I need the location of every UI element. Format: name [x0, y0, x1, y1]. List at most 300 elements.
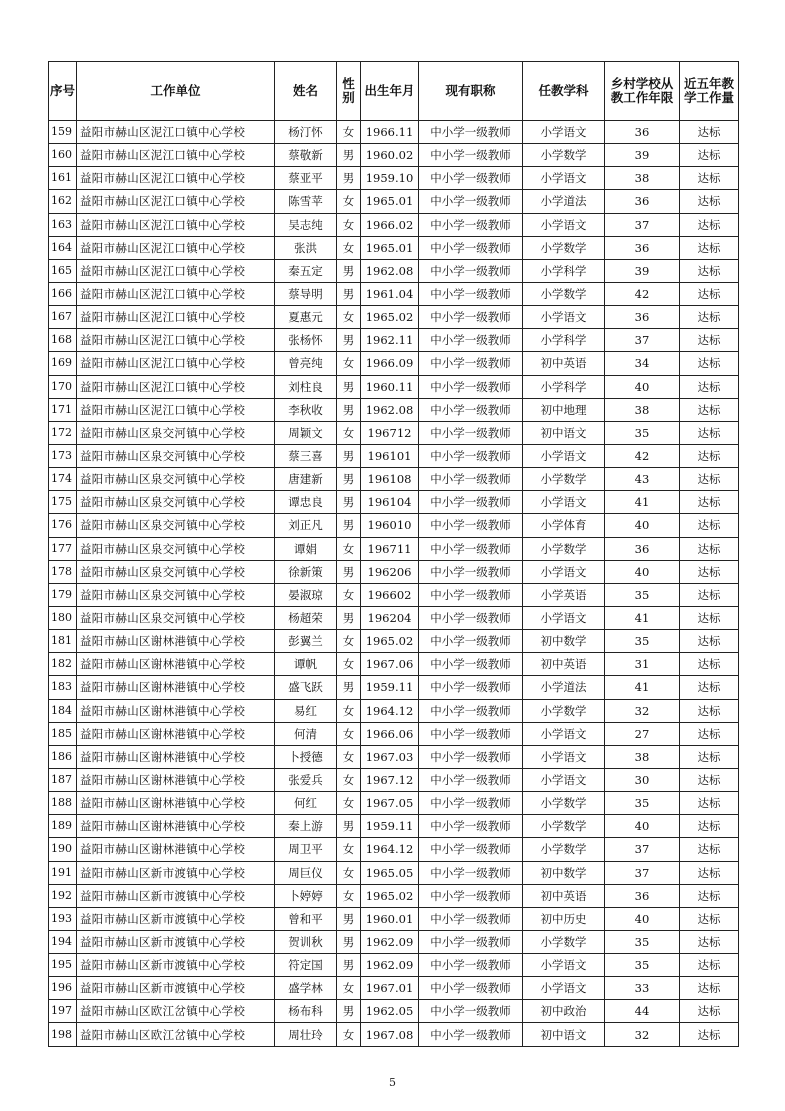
cell-no: 177 [49, 537, 77, 560]
cell-title: 中小学一级教师 [419, 1023, 523, 1046]
cell-birth: 1965.01 [361, 236, 419, 259]
cell-workload: 达标 [680, 537, 739, 560]
cell-title: 中小学一级教师 [419, 144, 523, 167]
cell-title: 中小学一级教师 [419, 190, 523, 213]
cell-title: 中小学一级教师 [419, 861, 523, 884]
cell-title: 中小学一级教师 [419, 259, 523, 282]
cell-workload: 达标 [680, 444, 739, 467]
cell-workload: 达标 [680, 213, 739, 236]
cell-gender: 男 [337, 954, 361, 977]
cell-gender: 男 [337, 514, 361, 537]
cell-subject: 小学语文 [523, 491, 605, 514]
cell-no: 184 [49, 699, 77, 722]
cell-unit: 益阳市赫山区新市渡镇中心学校 [77, 884, 275, 907]
cell-subject: 小学数学 [523, 236, 605, 259]
cell-unit: 益阳市赫山区谢林港镇中心学校 [77, 792, 275, 815]
table-row [49, 954, 739, 977]
cell-unit: 益阳市赫山区新市渡镇中心学校 [77, 977, 275, 1000]
table-row [49, 745, 739, 768]
cell-name: 盛飞跃 [275, 676, 337, 699]
cell-unit: 益阳市赫山区谢林港镇中心学校 [77, 745, 275, 768]
cell-gender: 女 [337, 421, 361, 444]
cell-unit: 益阳市赫山区泥江口镇中心学校 [77, 144, 275, 167]
cell-title: 中小学一级教师 [419, 491, 523, 514]
cell-workload: 达标 [680, 954, 739, 977]
cell-unit: 益阳市赫山区谢林港镇中心学校 [77, 699, 275, 722]
cell-workload: 达标 [680, 722, 739, 745]
cell-title: 中小学一级教师 [419, 537, 523, 560]
cell-birth: 196101 [361, 444, 419, 467]
cell-subject: 初中数学 [523, 861, 605, 884]
cell-years: 42 [605, 282, 680, 305]
cell-name: 杨布科 [275, 1000, 337, 1023]
cell-birth: 1967.01 [361, 977, 419, 1000]
cell-workload: 达标 [680, 282, 739, 305]
cell-no: 179 [49, 583, 77, 606]
cell-gender: 男 [337, 491, 361, 514]
cell-birth: 196010 [361, 514, 419, 537]
cell-workload: 达标 [680, 421, 739, 444]
cell-gender: 女 [337, 537, 361, 560]
cell-unit: 益阳市赫山区谢林港镇中心学校 [77, 815, 275, 838]
table-row [49, 144, 739, 167]
cell-no: 166 [49, 282, 77, 305]
cell-no: 194 [49, 930, 77, 953]
cell-title: 中小学一级教师 [419, 606, 523, 629]
cell-years: 36 [605, 884, 680, 907]
cell-workload: 达标 [680, 1000, 739, 1023]
cell-unit: 益阳市赫山区新市渡镇中心学校 [77, 930, 275, 953]
cell-gender: 男 [337, 282, 361, 305]
cell-workload: 达标 [680, 329, 739, 352]
cell-gender: 男 [337, 144, 361, 167]
cell-no: 187 [49, 768, 77, 791]
cell-title: 中小学一级教师 [419, 213, 523, 236]
table-row [49, 861, 739, 884]
cell-subject: 小学数学 [523, 930, 605, 953]
cell-years: 38 [605, 398, 680, 421]
cell-no: 193 [49, 907, 77, 930]
table-row [49, 306, 739, 329]
cell-no: 163 [49, 213, 77, 236]
cell-name: 晏淑琼 [275, 583, 337, 606]
cell-title: 中小学一级教师 [419, 121, 523, 144]
cell-title: 中小学一级教师 [419, 745, 523, 768]
cell-name: 蔡三喜 [275, 444, 337, 467]
cell-birth: 1966.09 [361, 352, 419, 375]
cell-birth: 1962.05 [361, 1000, 419, 1023]
cell-subject: 初中英语 [523, 352, 605, 375]
cell-name: 夏惠元 [275, 306, 337, 329]
cell-workload: 达标 [680, 838, 739, 861]
cell-birth: 196206 [361, 560, 419, 583]
cell-subject: 小学语文 [523, 560, 605, 583]
cell-subject: 小学语文 [523, 745, 605, 768]
cell-gender: 男 [337, 468, 361, 491]
cell-gender: 男 [337, 444, 361, 467]
table-row [49, 352, 739, 375]
cell-title: 中小学一级教师 [419, 306, 523, 329]
cell-birth: 196108 [361, 468, 419, 491]
cell-no: 159 [49, 121, 77, 144]
cell-birth: 1962.08 [361, 398, 419, 421]
cell-no: 189 [49, 815, 77, 838]
cell-workload: 达标 [680, 375, 739, 398]
cell-no: 171 [49, 398, 77, 421]
cell-gender: 女 [337, 861, 361, 884]
cell-no: 168 [49, 329, 77, 352]
table-row [49, 537, 739, 560]
cell-no: 161 [49, 167, 77, 190]
cell-name: 盛学林 [275, 977, 337, 1000]
header-workload: 近五年教学工作量 [680, 62, 739, 121]
cell-workload: 达标 [680, 861, 739, 884]
cell-gender: 男 [337, 930, 361, 953]
cell-birth: 1965.02 [361, 306, 419, 329]
cell-years: 36 [605, 121, 680, 144]
cell-years: 35 [605, 930, 680, 953]
cell-unit: 益阳市赫山区新市渡镇中心学校 [77, 954, 275, 977]
cell-years: 40 [605, 375, 680, 398]
cell-name: 何红 [275, 792, 337, 815]
cell-workload: 达标 [680, 907, 739, 930]
cell-birth: 1966.02 [361, 213, 419, 236]
cell-years: 27 [605, 722, 680, 745]
cell-subject: 小学语文 [523, 213, 605, 236]
cell-subject: 初中历史 [523, 907, 605, 930]
table-row [49, 398, 739, 421]
cell-no: 170 [49, 375, 77, 398]
cell-unit: 益阳市赫山区新市渡镇中心学校 [77, 861, 275, 884]
cell-title: 中小学一级教师 [419, 884, 523, 907]
cell-gender: 男 [337, 167, 361, 190]
cell-birth: 1967.12 [361, 768, 419, 791]
cell-gender: 女 [337, 977, 361, 1000]
cell-workload: 达标 [680, 653, 739, 676]
header-no: 序号 [49, 62, 77, 121]
cell-years: 36 [605, 306, 680, 329]
cell-workload: 达标 [680, 398, 739, 421]
table-row [49, 583, 739, 606]
cell-gender: 女 [337, 630, 361, 653]
cell-subject: 初中英语 [523, 653, 605, 676]
cell-name: 蔡导明 [275, 282, 337, 305]
cell-years: 30 [605, 768, 680, 791]
cell-workload: 达标 [680, 630, 739, 653]
cell-no: 164 [49, 236, 77, 259]
cell-unit: 益阳市赫山区谢林港镇中心学校 [77, 768, 275, 791]
cell-unit: 益阳市赫山区泉交河镇中心学校 [77, 560, 275, 583]
cell-no: 162 [49, 190, 77, 213]
table-row [49, 815, 739, 838]
cell-subject: 小学数学 [523, 699, 605, 722]
cell-subject: 初中英语 [523, 884, 605, 907]
cell-unit: 益阳市赫山区泥江口镇中心学校 [77, 213, 275, 236]
cell-no: 160 [49, 144, 77, 167]
cell-no: 178 [49, 560, 77, 583]
cell-name: 陈雪苹 [275, 190, 337, 213]
table-row [49, 213, 739, 236]
cell-subject: 小学数学 [523, 144, 605, 167]
cell-title: 中小学一级教师 [419, 398, 523, 421]
cell-name: 唐建新 [275, 468, 337, 491]
cell-subject: 小学语文 [523, 306, 605, 329]
cell-title: 中小学一级教师 [419, 329, 523, 352]
cell-subject: 小学数学 [523, 838, 605, 861]
cell-name: 杨超荣 [275, 606, 337, 629]
cell-name: 杨汀怀 [275, 121, 337, 144]
table-row [49, 1023, 739, 1046]
cell-name: 周巨仪 [275, 861, 337, 884]
table-row [49, 121, 739, 144]
cell-birth: 196602 [361, 583, 419, 606]
cell-subject: 初中语文 [523, 421, 605, 444]
cell-workload: 达标 [680, 1023, 739, 1046]
cell-gender: 男 [337, 560, 361, 583]
cell-years: 37 [605, 838, 680, 861]
cell-birth: 1960.01 [361, 907, 419, 930]
cell-birth: 1962.11 [361, 329, 419, 352]
cell-title: 中小学一级教师 [419, 722, 523, 745]
cell-title: 中小学一级教师 [419, 236, 523, 259]
table-row [49, 699, 739, 722]
table-row [49, 977, 739, 1000]
cell-years: 39 [605, 144, 680, 167]
cell-subject: 小学数学 [523, 468, 605, 491]
cell-name: 曾和平 [275, 907, 337, 930]
header-name: 姓名 [275, 62, 337, 121]
table-row [49, 792, 739, 815]
cell-title: 中小学一级教师 [419, 838, 523, 861]
cell-name: 卜婷婷 [275, 884, 337, 907]
cell-title: 中小学一级教师 [419, 676, 523, 699]
cell-unit: 益阳市赫山区泉交河镇中心学校 [77, 421, 275, 444]
cell-name: 李秋收 [275, 398, 337, 421]
cell-years: 40 [605, 560, 680, 583]
cell-unit: 益阳市赫山区泉交河镇中心学校 [77, 583, 275, 606]
cell-birth: 1965.01 [361, 190, 419, 213]
cell-name: 周卫平 [275, 838, 337, 861]
table-header-row [49, 62, 739, 121]
cell-title: 中小学一级教师 [419, 583, 523, 606]
cell-no: 173 [49, 444, 77, 467]
table-row [49, 514, 739, 537]
cell-subject: 小学数学 [523, 792, 605, 815]
cell-name: 曾亮纯 [275, 352, 337, 375]
header-subject: 任教学科 [523, 62, 605, 121]
cell-gender: 女 [337, 352, 361, 375]
cell-birth: 1965.05 [361, 861, 419, 884]
cell-workload: 达标 [680, 144, 739, 167]
teacher-table-container [48, 61, 738, 1047]
cell-years: 38 [605, 167, 680, 190]
cell-gender: 女 [337, 1023, 361, 1046]
cell-unit: 益阳市赫山区泥江口镇中心学校 [77, 352, 275, 375]
cell-gender: 男 [337, 259, 361, 282]
cell-workload: 达标 [680, 560, 739, 583]
cell-workload: 达标 [680, 768, 739, 791]
cell-workload: 达标 [680, 468, 739, 491]
cell-workload: 达标 [680, 306, 739, 329]
table-row [49, 606, 739, 629]
table-row [49, 259, 739, 282]
cell-birth: 1960.02 [361, 144, 419, 167]
cell-no: 197 [49, 1000, 77, 1023]
cell-gender: 女 [337, 699, 361, 722]
cell-subject: 小学道法 [523, 676, 605, 699]
header-birth: 出生年月 [361, 62, 419, 121]
cell-unit: 益阳市赫山区泉交河镇中心学校 [77, 514, 275, 537]
cell-name: 彭翼兰 [275, 630, 337, 653]
cell-years: 35 [605, 583, 680, 606]
cell-gender: 女 [337, 792, 361, 815]
cell-title: 中小学一级教师 [419, 421, 523, 444]
cell-no: 169 [49, 352, 77, 375]
cell-gender: 女 [337, 884, 361, 907]
cell-subject: 小学数学 [523, 815, 605, 838]
cell-subject: 小学语文 [523, 977, 605, 1000]
cell-years: 36 [605, 236, 680, 259]
cell-years: 32 [605, 1023, 680, 1046]
cell-name: 符定国 [275, 954, 337, 977]
cell-years: 36 [605, 190, 680, 213]
cell-unit: 益阳市赫山区泥江口镇中心学校 [77, 375, 275, 398]
cell-unit: 益阳市赫山区泥江口镇中心学校 [77, 329, 275, 352]
cell-years: 37 [605, 329, 680, 352]
cell-title: 中小学一级教师 [419, 375, 523, 398]
cell-birth: 1967.06 [361, 653, 419, 676]
cell-unit: 益阳市赫山区谢林港镇中心学校 [77, 676, 275, 699]
cell-subject: 初中政治 [523, 1000, 605, 1023]
cell-no: 172 [49, 421, 77, 444]
cell-birth: 1966.11 [361, 121, 419, 144]
header-gender: 性别 [337, 62, 361, 121]
cell-years: 40 [605, 907, 680, 930]
cell-birth: 1966.06 [361, 722, 419, 745]
cell-workload: 达标 [680, 745, 739, 768]
cell-subject: 初中地理 [523, 398, 605, 421]
cell-gender: 女 [337, 236, 361, 259]
cell-years: 35 [605, 630, 680, 653]
cell-gender: 女 [337, 838, 361, 861]
cell-no: 165 [49, 259, 77, 282]
table-row [49, 167, 739, 190]
cell-subject: 初中语文 [523, 1023, 605, 1046]
cell-birth: 1964.12 [361, 838, 419, 861]
cell-title: 中小学一级教师 [419, 560, 523, 583]
cell-name: 张爱兵 [275, 768, 337, 791]
cell-unit: 益阳市赫山区泉交河镇中心学校 [77, 537, 275, 560]
cell-name: 张洪 [275, 236, 337, 259]
cell-subject: 小学英语 [523, 583, 605, 606]
cell-unit: 益阳市赫山区泉交河镇中心学校 [77, 444, 275, 467]
cell-workload: 达标 [680, 606, 739, 629]
cell-years: 33 [605, 977, 680, 1000]
cell-no: 185 [49, 722, 77, 745]
cell-subject: 小学语文 [523, 722, 605, 745]
cell-gender: 女 [337, 121, 361, 144]
table-row [49, 491, 739, 514]
cell-subject: 小学语文 [523, 954, 605, 977]
cell-no: 175 [49, 491, 77, 514]
cell-no: 190 [49, 838, 77, 861]
cell-no: 167 [49, 306, 77, 329]
cell-years: 34 [605, 352, 680, 375]
cell-workload: 达标 [680, 121, 739, 144]
cell-unit: 益阳市赫山区泥江口镇中心学校 [77, 282, 275, 305]
cell-workload: 达标 [680, 236, 739, 259]
cell-no: 198 [49, 1023, 77, 1046]
cell-birth: 1962.08 [361, 259, 419, 282]
cell-birth: 1967.08 [361, 1023, 419, 1046]
cell-years: 37 [605, 861, 680, 884]
cell-no: 191 [49, 861, 77, 884]
cell-workload: 达标 [680, 676, 739, 699]
cell-gender: 女 [337, 213, 361, 236]
cell-subject: 小学数学 [523, 537, 605, 560]
cell-title: 中小学一级教师 [419, 768, 523, 791]
cell-name: 卜授德 [275, 745, 337, 768]
cell-birth: 1967.03 [361, 745, 419, 768]
cell-unit: 益阳市赫山区泥江口镇中心学校 [77, 236, 275, 259]
cell-birth: 1960.11 [361, 375, 419, 398]
cell-name: 吴志纯 [275, 213, 337, 236]
cell-title: 中小学一级教师 [419, 954, 523, 977]
cell-unit: 益阳市赫山区泥江口镇中心学校 [77, 259, 275, 282]
table-row [49, 884, 739, 907]
cell-title: 中小学一级教师 [419, 630, 523, 653]
table-row [49, 838, 739, 861]
table-row [49, 907, 739, 930]
cell-name: 谭忠良 [275, 491, 337, 514]
cell-birth: 1959.11 [361, 815, 419, 838]
cell-subject: 小学语文 [523, 121, 605, 144]
cell-no: 181 [49, 630, 77, 653]
table-row [49, 722, 739, 745]
header-title: 现有职称 [419, 62, 523, 121]
table-row [49, 930, 739, 953]
cell-name: 周壮玲 [275, 1023, 337, 1046]
cell-gender: 男 [337, 1000, 361, 1023]
cell-title: 中小学一级教师 [419, 792, 523, 815]
table-row [49, 282, 739, 305]
cell-birth: 196104 [361, 491, 419, 514]
cell-title: 中小学一级教师 [419, 444, 523, 467]
cell-gender: 女 [337, 745, 361, 768]
cell-years: 44 [605, 1000, 680, 1023]
cell-name: 刘正凡 [275, 514, 337, 537]
cell-subject: 小学体育 [523, 514, 605, 537]
cell-unit: 益阳市赫山区新市渡镇中心学校 [77, 907, 275, 930]
cell-name: 刘柱良 [275, 375, 337, 398]
cell-workload: 达标 [680, 514, 739, 537]
cell-no: 186 [49, 745, 77, 768]
cell-gender: 男 [337, 329, 361, 352]
cell-name: 谭娟 [275, 537, 337, 560]
cell-subject: 小学语文 [523, 444, 605, 467]
cell-title: 中小学一级教师 [419, 352, 523, 375]
cell-years: 32 [605, 699, 680, 722]
cell-workload: 达标 [680, 259, 739, 282]
cell-title: 中小学一级教师 [419, 699, 523, 722]
cell-workload: 达标 [680, 352, 739, 375]
cell-workload: 达标 [680, 884, 739, 907]
cell-subject: 小学道法 [523, 190, 605, 213]
cell-subject: 小学语文 [523, 606, 605, 629]
cell-title: 中小学一级教师 [419, 468, 523, 491]
cell-no: 174 [49, 468, 77, 491]
cell-subject: 小学语文 [523, 167, 605, 190]
